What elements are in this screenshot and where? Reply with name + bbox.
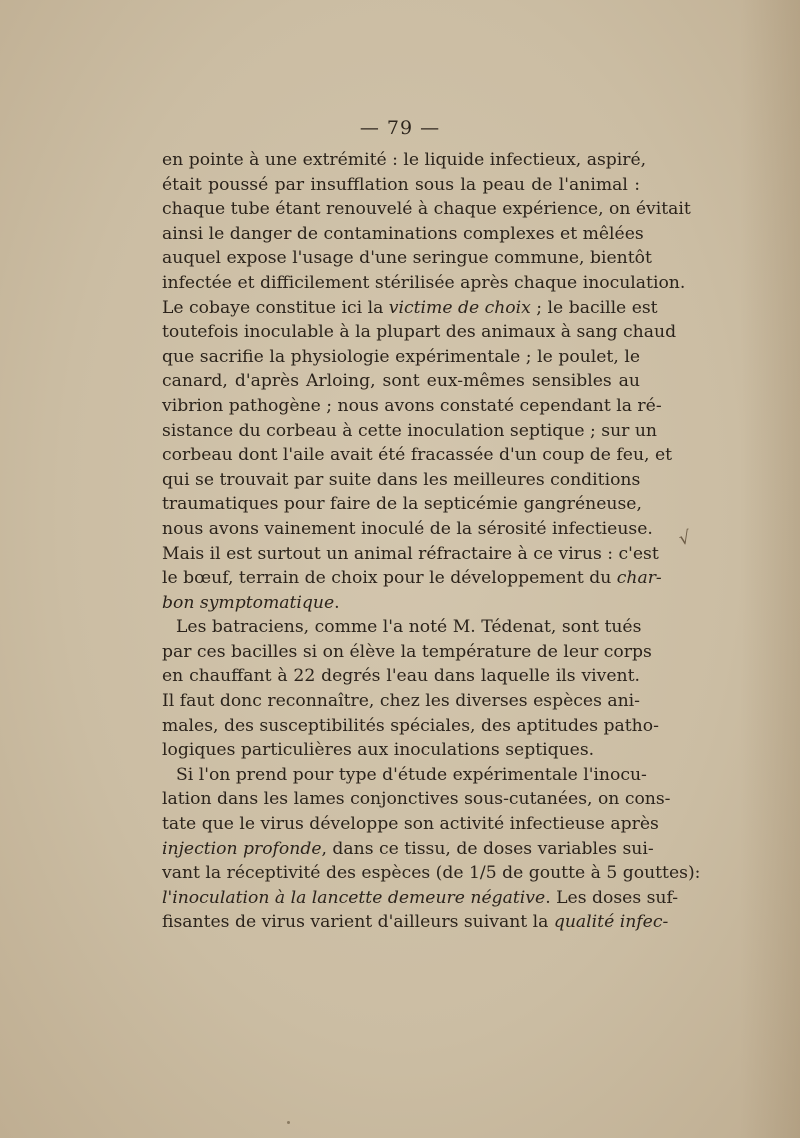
text-line (162, 271, 686, 296)
text-run: que sacrifie la physiologie expérimentale ; le poulet, le (162, 346, 640, 367)
text-run: Mais il est surtout un animal réfractaire à ce virus : c'est (162, 543, 659, 564)
text-line (162, 591, 640, 616)
text-line (162, 492, 640, 517)
text-run: en chauffant à 22 degrés l'eau dans laquelle ils vivent. (162, 666, 640, 687)
italic-text: bon symptomatique (162, 592, 335, 613)
text-run: . (334, 592, 340, 613)
text-run: vant la réceptivité des espèces (de 1/5 de goutte à 5 gouttes): (162, 863, 701, 884)
text-line (162, 345, 640, 370)
text-line (162, 738, 640, 763)
text-run: . Les doses suf- (545, 887, 679, 908)
text-run: , dans ce tissu, de doses variables sui- (321, 838, 654, 859)
text-run: en pointe à une extrémité : le liquide infectieux, aspiré, (162, 150, 647, 170)
text-run: Si l'on prend pour type d'étude expérimentale l'inocu- (176, 764, 647, 785)
text-run: auquel expose l'usage d'une seringue commune, bientôt (162, 248, 652, 269)
text-run: vibrion pathogène ; nous avons constaté cependant la ré- (162, 395, 662, 416)
text-run: sistance du corbeau à cette inoculation septique ; sur un (162, 420, 657, 441)
text-run: males, des susceptibilités spéciales, des aptitudes patho- (162, 715, 659, 736)
text-line (162, 689, 640, 714)
margin-annotation: √ (676, 527, 693, 550)
text-run: tate que le virus développe son activité infectieuse après (162, 814, 659, 835)
text-run: fisantes de virus varient d'ailleurs suivant la (162, 912, 554, 933)
text-line (162, 714, 659, 739)
text-line (162, 222, 644, 247)
italic-text: victime de choix (388, 297, 531, 318)
text-line (162, 640, 652, 665)
page-number: — 79 — (359, 117, 441, 139)
text-run: ainsi le danger de contaminations complexes et mêlées (162, 223, 644, 244)
text-line (162, 910, 669, 935)
text-line (162, 394, 662, 419)
text-line (162, 419, 657, 444)
italic-text: l'inoculation à la lancette demeure négative (162, 887, 546, 908)
text-line (162, 197, 691, 222)
text-line (162, 812, 659, 837)
text-line (162, 296, 658, 321)
italic-text: char- (616, 568, 662, 589)
text-run: par ces bacilles si on élève la température de leur corps (162, 641, 652, 662)
text-run: canard, d'après Arloing, sont eux-mêmes sensibles au (162, 371, 640, 392)
text-line (162, 517, 653, 542)
italic-text: qualité infec- (553, 912, 669, 933)
text-line (162, 468, 640, 493)
text-line (162, 886, 679, 911)
text-run: Les batraciens, comme l'a noté M. Tédenat, sont tués (176, 617, 642, 638)
text-line (162, 443, 673, 468)
text-run: toutefois inoculable à la plupart des animaux à sang chaud (162, 322, 677, 343)
text-run: infectée et difficilement stérilisée après chaque inoculation. (162, 272, 686, 293)
text-line (162, 173, 640, 198)
text-line (162, 320, 677, 345)
text-line (162, 787, 671, 812)
text-run: ; le bacille est (530, 297, 658, 318)
paper-speck (287, 1121, 290, 1124)
text-run: Le cobaye constitue ici la (162, 297, 389, 318)
text-run: qui se trouvait par suite dans les meilleures conditions (162, 469, 641, 490)
text-run: était poussé par insufflation sous la peau de l'animal : (162, 174, 640, 195)
italic-text: injection profonde (162, 838, 322, 859)
text-line (162, 542, 659, 567)
body-text (162, 148, 701, 935)
text-line (162, 148, 647, 173)
text-run: nous avons vainement inoculé de la sérosité infectieuse. (162, 518, 653, 539)
text-run: logiques particulières aux inoculations septiques. (162, 740, 595, 761)
text-run: chaque tube étant renouvelé à chaque expérience, on évitait (162, 199, 691, 220)
text-run: traumatiques pour faire de la septicémie gangréneuse, (162, 494, 642, 515)
text-run: le bœuf, terrain de choix pour le développement du (162, 568, 617, 589)
text-line (162, 837, 654, 862)
text-run: lation dans les lames conjonctives sous-cutanées, on cons- (162, 789, 671, 810)
text-run: corbeau dont l'aile avait été fracassée d'un coup de feu, et (162, 445, 673, 466)
text-line (162, 861, 701, 886)
text-line (162, 246, 652, 271)
text-line (162, 369, 640, 394)
page-edge-shadow (740, 0, 800, 1138)
text-line (162, 615, 640, 640)
text-run: Il faut donc reconnaître, chez les diverses espèces ani- (162, 691, 640, 712)
text-line (162, 566, 662, 591)
text-line (162, 664, 640, 689)
text-line (162, 763, 647, 788)
